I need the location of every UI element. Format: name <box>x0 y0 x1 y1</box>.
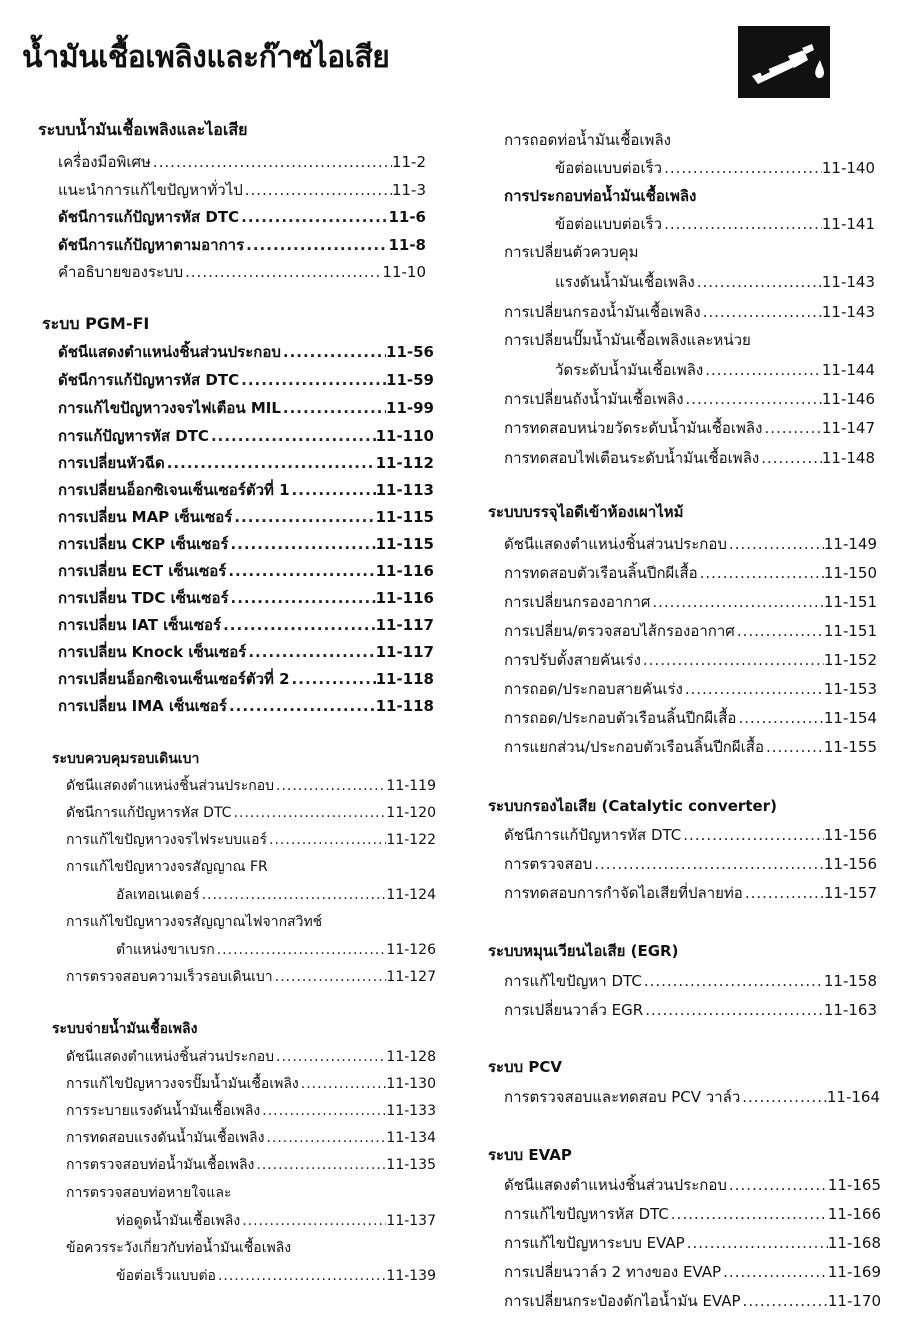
page-title: น้ำมันเชื้อเพลิงและก๊าซไอเสีย <box>22 40 390 75</box>
fuel-nozzle-icon <box>738 26 830 98</box>
toc-entry[interactable]: การทดสอบแรงดันน้ำมันเชื้อเพลิง ..... 11-134 <box>66 1127 436 1149</box>
toc-entry[interactable]: การทดสอบตัวเรือนลิ้นปีกผีเสื้อ ..... 11-150 <box>504 561 877 585</box>
toc-entry-line[interactable]: การเปลี่ยนตัวควบคุม <box>504 243 639 261</box>
section-title: ระบบ PGM-FI <box>42 314 150 333</box>
toc-entry[interactable]: ท่อดูดน้ำมันเชื้อเพลิง ..... 11-137 <box>116 1210 436 1232</box>
toc-entry[interactable]: การระบายแรงดันน้ำมันเชื้อเพลิง ..... 11-133 <box>66 1100 436 1122</box>
toc-entry[interactable]: การเปลี่ยน Knock เซ็นเซอร์ ..... 11-117 <box>58 640 434 664</box>
toc-entry[interactable]: การเปลี่ยน TDC เซ็นเซอร์ ..... 11-116 <box>58 586 434 610</box>
toc-entry[interactable]: การแก้ไขปัญหาวงจรปั๊มน้ำมันเชื้อเพลิง ..... 11-130 <box>66 1073 436 1095</box>
section-title: ระบบบรรจุไอดีเข้าห้องเผาไหม้ <box>488 503 684 521</box>
toc-entry[interactable]: การเปลี่ยน IAT เซ็นเซอร์ ..... 11-117 <box>58 613 434 637</box>
toc-entry[interactable]: วัดระดับน้ำมันเชื้อเพลิง ..... 11-144 <box>555 358 875 382</box>
toc-entry[interactable]: เครื่องมือพิเศษ ..... 11-2 <box>58 150 426 174</box>
toc-entry[interactable]: การเปลี่ยน CKP เซ็นเซอร์ ..... 11-115 <box>58 532 434 556</box>
toc-entry[interactable]: การเปลี่ยนวาล์ว 2 ทางของ EVAP ..... 11-169 <box>504 1260 881 1284</box>
toc-entry[interactable]: ดัชนีการแก้ปัญหารหัส DTC ..... 11-120 <box>66 802 436 824</box>
toc-entry[interactable]: การตรวจสอบความเร็วรอบเดินเบา ..... 11-127 <box>66 966 436 988</box>
toc-entry[interactable]: ดัชนีแสดงตำแหน่งชิ้นส่วนประกอบ ..... 11-56 <box>58 340 434 364</box>
toc-entry[interactable]: การตรวจสอบท่อน้ำมันเชื้อเพลิง ..... 11-135 <box>66 1154 436 1176</box>
toc-entry[interactable]: คำอธิบายของระบบ ..... 11-10 <box>58 260 426 284</box>
toc-entry[interactable]: ดัชนีแสดงตำแหน่งชิ้นส่วนประกอบ ..... 11-128 <box>66 1046 436 1068</box>
toc-entry-line[interactable]: ข้อควรระวังเกี่ยวกับท่อน้ำมันเชื้อเพลิง <box>66 1240 292 1256</box>
toc-entry[interactable]: ดัชนีแสดงตำแหน่งชิ้นส่วนประกอบ ..... 11-119 <box>66 775 436 797</box>
toc-entry[interactable]: แนะนำการแก้ไขปัญหาทั่วไป ..... 11-3 <box>58 178 426 202</box>
section-title: ระบบ EVAP <box>488 1146 572 1164</box>
section-title: ระบบ PCV <box>488 1058 562 1076</box>
section-title: ระบบกรองไอเสีย (Catalytic converter) <box>488 797 777 815</box>
toc-entry-line[interactable]: การแก้ไขปัญหาวงจรสัญญาณไฟจากสวิทช์ <box>66 914 323 930</box>
toc-entry[interactable]: การแก้ปัญหารหัส DTC ..... 11-110 <box>58 424 434 448</box>
section-title: ระบบควบคุมรอบเดินเบา <box>52 751 200 767</box>
toc-entry[interactable]: การตรวจสอบ ..... 11-156 <box>504 852 877 876</box>
toc-entry[interactable]: การเปลี่ยนหัวฉีด ..... 11-112 <box>58 451 434 475</box>
toc-entry[interactable]: การเปลี่ยนอ็อกซิเจนเซ็นเซอร์ตัวที่ 2 ..... 11-118 <box>58 667 434 691</box>
toc-entry[interactable]: การทดสอบการกำจัดไอเสียที่ปลายท่อ ..... 11-157 <box>504 881 877 905</box>
toc-entry[interactable]: การปรับตั้งสายคันเร่ง ..... 11-152 <box>504 648 877 672</box>
toc-entry[interactable]: การเปลี่ยน/ตรวจสอบไส้กรองอากาศ ..... 11-151 <box>504 619 877 643</box>
toc-entry[interactable]: ตำแหน่งขาเบรก ..... 11-126 <box>116 939 436 961</box>
toc-entry[interactable]: การแก้ไขปัญหาระบบ EVAP ..... 11-168 <box>504 1231 881 1255</box>
toc-entry[interactable]: การเปลี่ยน MAP เซ็นเซอร์ ..... 11-115 <box>58 505 434 529</box>
toc-entry[interactable]: ดัชนีการแก้ปัญหารหัส DTC ..... 11-156 <box>504 823 877 847</box>
toc-entry[interactable]: การแยกส่วน/ประกอบตัวเรือนลิ้นปีกผีเสื้อ ..... 11-155 <box>504 735 877 759</box>
toc-entry[interactable]: ดัชนีการแก้ปัญหารหัส DTC ..... 11-6 <box>58 205 426 229</box>
toc-entry[interactable]: ข้อต่อเร็วแบบต่อ ..... 11-139 <box>116 1265 436 1287</box>
toc-entry[interactable]: แรงดันน้ำมันเชื้อเพลิง ..... 11-143 <box>555 270 875 294</box>
section-title: ระบบน้ำมันเชื้อเพลิงและไอเสีย <box>38 120 248 139</box>
toc-entry[interactable]: การถอด/ประกอบตัวเรือนลิ้นปีกผีเสื้อ ..... 11-154 <box>504 706 877 730</box>
toc-entry[interactable]: ดัชนีการแก้ปัญหารหัส DTC ..... 11-59 <box>58 368 434 392</box>
toc-entry[interactable]: การเปลี่ยน ECT เซ็นเซอร์ ..... 11-116 <box>58 559 434 583</box>
toc-entry[interactable]: ดัชนีแสดงตำแหน่งชิ้นส่วนประกอบ ..... 11-149 <box>504 532 877 556</box>
toc-entry[interactable]: การถอด/ประกอบสายคันเร่ง ..... 11-153 <box>504 677 877 701</box>
section-title: ระบบจ่ายน้ำมันเชื้อเพลิง <box>52 1021 198 1037</box>
toc-entry[interactable]: การเปลี่ยน IMA เซ็นเซอร์ ..... 11-118 <box>58 694 434 718</box>
toc-entry-line[interactable]: การประกอบท่อน้ำมันเชื้อเพลิง <box>504 187 697 205</box>
toc-entry[interactable]: การแก้ไขปัญหารหัส DTC ..... 11-166 <box>504 1202 881 1226</box>
toc-entry[interactable]: การแก้ไขปัญหาวงจรไฟเตือน MIL ..... 11-99 <box>58 396 434 420</box>
toc-entry[interactable]: การแก้ไขปัญหา DTC ..... 11-158 <box>504 969 877 993</box>
section-title: ระบบหมุนเวียนไอเสีย (EGR) <box>488 942 679 960</box>
toc-entry-line[interactable]: การแก้ไขปัญหาวงจรสัญญาณ FR <box>66 859 268 875</box>
toc-entry[interactable]: การเปลี่ยนอ็อกซิเจนเซ็นเซอร์ตัวที่ 1 ..... 11-113 <box>58 478 434 502</box>
toc-entry[interactable]: การแก้ไขปัญหาวงจรไฟระบบแอร์ ..... 11-122 <box>66 829 436 851</box>
toc-entry[interactable]: ข้อต่อแบบต่อเร็ว ..... 11-141 <box>555 212 875 236</box>
toc-entry[interactable]: การเปลี่ยนวาล์ว EGR ..... 11-163 <box>504 998 877 1022</box>
toc-entry[interactable]: การตรวจสอบและทดสอบ PCV วาล์ว ..... 11-164 <box>504 1085 880 1109</box>
toc-entry[interactable]: การเปลี่ยนกรองอากาศ ..... 11-151 <box>504 590 877 614</box>
toc-entry[interactable]: การทดสอบหน่วยวัดระดับน้ำมันเชื้อเพลิง ..... 11-147 <box>504 416 875 440</box>
toc-entry-line[interactable]: การตรวจสอบท่อหายใจและ <box>66 1185 232 1201</box>
toc-entry[interactable]: ดัชนีการแก้ปัญหาตามอาการ ..... 11-8 <box>58 233 426 257</box>
toc-entry-line[interactable]: การถอดท่อน้ำมันเชื้อเพลิง <box>504 131 671 149</box>
toc-entry[interactable]: ข้อต่อแบบต่อเร็ว ..... 11-140 <box>555 156 875 180</box>
toc-entry[interactable]: การทดสอบไฟเตือนระดับน้ำมันเชื้อเพลิง ..... 11-148 <box>504 446 875 470</box>
toc-entry[interactable]: การเปลี่ยนกระป๋องดักไอน้ำมัน EVAP ..... 11-170 <box>504 1289 881 1313</box>
toc-entry-line[interactable]: การเปลี่ยนปั๊มน้ำมันเชื้อเพลิงและหน่วย <box>504 331 751 349</box>
toc-entry[interactable]: การเปลี่ยนถังน้ำมันเชื้อเพลิง ..... 11-146 <box>504 387 875 411</box>
toc-entry[interactable]: อัลเทอเนเตอร์ ..... 11-124 <box>116 884 436 906</box>
toc-entry[interactable]: การเปลี่ยนกรองน้ำมันเชื้อเพลิง ..... 11-143 <box>504 300 875 324</box>
toc-entry[interactable]: ดัชนีแสดงตำแหน่งชิ้นส่วนประกอบ ..... 11-165 <box>504 1173 881 1197</box>
